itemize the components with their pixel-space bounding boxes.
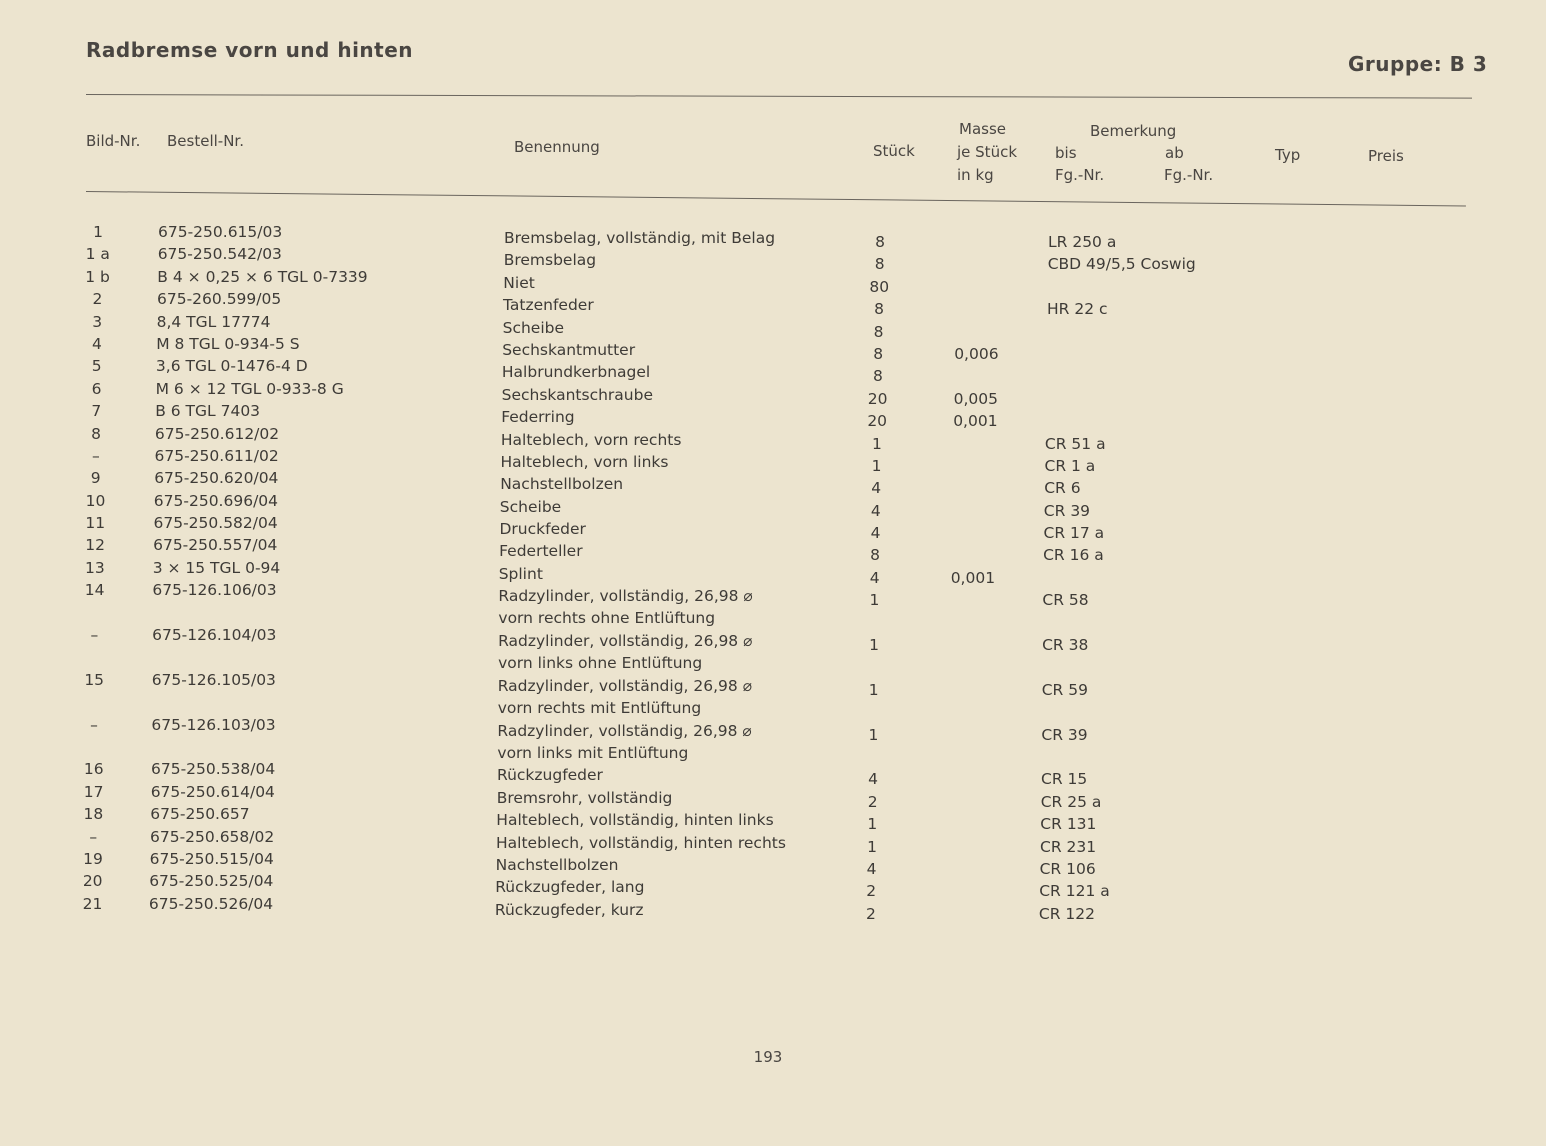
bestell-cell xyxy=(150,803,249,825)
bestell-cell-text: 675-250.611/02 xyxy=(154,446,279,465)
benennung-cell-text: Radzylinder, vollständig, 26,98 ⌀ xyxy=(498,632,753,651)
benennung-cell-line2: vorn links mit Entlüftung xyxy=(497,743,689,762)
stueck-cell-text: 1 xyxy=(867,815,878,834)
benennung-cell-text: Bremsrohr, vollständig xyxy=(496,788,673,807)
bestell-cell-text: M 8 TGL 0-934-5 S xyxy=(156,334,300,353)
benennung-cell-text: Druckfeder xyxy=(499,520,586,539)
bemerkung-bis-cell-text: CR 121 a xyxy=(1039,882,1110,901)
bemerkung-bis-cell-text: HR 22 c xyxy=(1047,300,1108,319)
table-row xyxy=(0,243,1546,274)
stueck-cell-text: 20 xyxy=(867,389,888,408)
bestell-cell-text: 675-250.582/04 xyxy=(153,514,278,533)
bestell-cell xyxy=(155,445,279,467)
bestell-cell-text: 675-250.612/02 xyxy=(154,424,280,443)
bemerkung-bis-cell xyxy=(1042,634,1088,656)
bild-cell-text: – xyxy=(89,827,98,846)
table-row xyxy=(0,557,1546,587)
bemerkung-bis-cell-text: CR 39 xyxy=(1043,501,1091,520)
bestell-cell xyxy=(149,893,273,915)
bestell-cell-text: 675-250.615/03 xyxy=(158,223,283,241)
bemerkung-bis-cell-text: CR 58 xyxy=(1042,591,1089,610)
table-row xyxy=(0,669,1546,717)
table-row xyxy=(0,893,1546,923)
bestell-cell-text: M 6 × 12 TGL 0-933-8 G xyxy=(155,379,344,398)
table-row xyxy=(0,378,1546,408)
benennung-cell-line2: vorn rechts mit Entlüftung xyxy=(497,698,702,717)
bild-cell xyxy=(77,288,117,310)
bestell-cell-text: 675-250.614/04 xyxy=(150,782,275,801)
bestell-cell-text: 675-250.526/04 xyxy=(148,894,274,913)
bemerkung-bis-cell-text: CR 17 a xyxy=(1043,524,1105,543)
bestell-cell-text: 675-126.106/03 xyxy=(152,581,277,600)
bild-cell-text: – xyxy=(90,715,98,734)
bild-cell-text: 9 xyxy=(90,469,101,488)
col-header-masse-2: je Stück xyxy=(957,143,1018,161)
bild-cell xyxy=(76,490,116,512)
table-row xyxy=(0,512,1546,543)
bestell-cell-text: 3,6 TGL 0-1476-4 D xyxy=(155,357,308,376)
bestell-cell xyxy=(154,467,278,489)
bestell-cell xyxy=(149,870,273,892)
bestell-cell-text: 675-126.105/03 xyxy=(151,670,276,689)
bild-cell xyxy=(74,758,114,780)
stueck-cell-text: 2 xyxy=(865,904,876,923)
table-row xyxy=(0,423,1546,453)
bild-cell xyxy=(73,803,113,825)
bild-cell-text: 14 xyxy=(84,581,105,600)
benennung-cell-line2: vorn rechts ohne Entlüftung xyxy=(498,609,716,628)
bestell-cell-text: 675-250.538/04 xyxy=(151,760,276,779)
bestell-cell-text: 675-250.620/04 xyxy=(154,469,279,488)
stueck-cell-text: 1 xyxy=(869,636,880,655)
bild-cell xyxy=(78,243,118,265)
bestell-cell-text: 675-250.525/04 xyxy=(149,872,274,891)
bild-cell-text: – xyxy=(90,626,99,645)
bestell-cell xyxy=(157,311,271,333)
benennung-cell-text: Radzylinder, vollständig, 26,98 ⌀ xyxy=(497,676,753,695)
stueck-cell-text: 2 xyxy=(866,882,877,901)
table-row xyxy=(0,624,1546,673)
bestell-cell-text: 8,4 TGL 17774 xyxy=(156,312,271,331)
bild-cell xyxy=(73,870,113,892)
stueck-cell-text: 2 xyxy=(867,792,878,811)
bild-cell xyxy=(78,221,118,243)
bestell-cell xyxy=(157,288,281,310)
stueck-cell-text: 1 xyxy=(868,725,879,744)
bild-cell-text: 6 xyxy=(91,379,102,398)
benennung-cell-text: Scheibe xyxy=(499,497,562,516)
bemerkung-bis-cell-text: CR 25 a xyxy=(1040,792,1102,811)
bestell-cell-text: B 4 × 0,25 × 6 TGL 0-7339 xyxy=(157,267,368,286)
bestell-cell xyxy=(150,848,274,870)
bild-cell xyxy=(76,400,116,422)
bild-cell-text: 18 xyxy=(83,805,104,824)
bestell-cell xyxy=(152,579,276,601)
bestell-cell xyxy=(152,669,276,691)
stueck-cell-text: 4 xyxy=(871,479,882,498)
benennung-cell-text: Halteblech, vollständig, hinten rechts xyxy=(496,833,786,852)
benennung-cell-text: Tatzenfeder xyxy=(503,296,594,315)
benennung-cell-text: Halteblech, vorn links xyxy=(500,452,669,471)
masse-cell-text: 0,001 xyxy=(950,568,996,587)
table-row xyxy=(0,803,1546,834)
col-header-typ: Typ xyxy=(1275,146,1301,164)
stueck-cell-text: 1 xyxy=(871,456,882,475)
benennung-cell-text: Nachstellbolzen xyxy=(495,856,619,874)
bild-cell xyxy=(77,311,117,333)
table-row xyxy=(0,534,1546,565)
benennung-cell-text: Bremsbelag, vollständig, mit Belag xyxy=(504,229,776,247)
stueck-cell-text: 20 xyxy=(867,412,888,431)
benennung-cell-text: Sechskantmutter xyxy=(502,340,636,359)
bild-cell xyxy=(74,624,114,646)
bemerkung-bis-cell xyxy=(1042,589,1088,611)
bestell-cell-text: 675-126.104/03 xyxy=(152,626,277,645)
stueck-cell-text: 4 xyxy=(868,770,878,789)
col-header-bis-fg: Fg.-Nr. xyxy=(1055,166,1105,184)
bemerkung-bis-cell xyxy=(1042,679,1088,701)
bild-cell-text: 7 xyxy=(91,402,102,421)
stueck-cell-text: 1 xyxy=(869,591,880,610)
table-row xyxy=(0,355,1546,386)
page-title: Radbremse vorn und hinten xyxy=(86,38,414,62)
bemerkung-bis-cell-text: CR 15 xyxy=(1041,770,1088,789)
parts-table xyxy=(0,221,1546,923)
bestell-cell-text: 675-260.599/05 xyxy=(157,290,282,309)
bestell-cell xyxy=(158,221,282,243)
bestell-cell xyxy=(153,557,281,579)
benennung-cell-text: Radzylinder, vollständig, 26,98 ⌀ xyxy=(497,721,752,740)
bild-cell-text: 21 xyxy=(82,894,103,913)
bemerkung-bis-cell xyxy=(1039,903,1095,925)
bild-cell xyxy=(73,826,113,848)
col-header-bild: Bild-Nr. xyxy=(86,132,141,150)
benennung-cell-text: Rückzugfeder, kurz xyxy=(494,900,644,919)
bild-cell xyxy=(76,445,116,467)
stueck-cell-text: 4 xyxy=(869,568,880,587)
table-row xyxy=(0,781,1546,811)
benennung-cell-text: Halteblech, vorn rechts xyxy=(500,430,682,449)
bestell-cell-text: 675-250.557/04 xyxy=(153,536,278,555)
bestell-cell-text: 675-250.696/04 xyxy=(153,491,279,510)
table-row xyxy=(0,445,1546,475)
stueck-cell-text: 1 xyxy=(871,434,882,453)
bild-cell xyxy=(77,333,117,355)
col-header-masse-3: in kg xyxy=(957,166,994,184)
benennung-cell-line2: vorn links ohne Entlüftung xyxy=(498,654,703,673)
bestell-cell xyxy=(154,490,278,512)
bild-cell-text: 20 xyxy=(82,872,103,891)
table-row xyxy=(0,288,1546,319)
table-row xyxy=(0,758,1546,789)
bemerkung-bis-cell-text: CR 39 xyxy=(1041,725,1088,744)
stueck-cell-text: 4 xyxy=(870,501,881,520)
table-row xyxy=(0,311,1546,341)
bild-cell xyxy=(78,266,118,288)
bestell-cell xyxy=(156,333,299,355)
benennung-cell-text: Scheibe xyxy=(502,318,565,337)
bild-cell-text: 11 xyxy=(85,514,106,533)
bild-cell-text: 10 xyxy=(85,491,106,510)
bestell-cell-text: 675-250.542/03 xyxy=(157,245,282,264)
col-header-ab: ab xyxy=(1165,144,1184,162)
bild-cell-text: 17 xyxy=(83,782,104,801)
bild-cell xyxy=(74,714,114,736)
bild-cell-text: – xyxy=(92,446,100,465)
bestell-cell-text: 675-126.103/03 xyxy=(151,715,276,734)
bild-cell xyxy=(73,893,113,915)
group-label: Gruppe: B 3 xyxy=(1348,52,1488,76)
bemerkung-bis-cell-text: CR 6 xyxy=(1044,479,1081,498)
bild-cell xyxy=(76,423,116,445)
bestell-cell xyxy=(156,355,308,377)
benennung-cell xyxy=(498,675,752,719)
bild-cell-text: 1 a xyxy=(85,245,110,264)
bemerkung-bis-cell-text: CR 59 xyxy=(1041,680,1088,699)
col-header-bis: bis xyxy=(1055,144,1077,162)
stueck-cell xyxy=(844,589,904,611)
bestell-cell xyxy=(151,758,275,780)
stueck-cell-text: 8 xyxy=(872,367,883,386)
bild-cell-text: 1 xyxy=(93,223,103,241)
benennung-cell-text: Niet xyxy=(503,273,535,292)
stueck-cell-text: 8 xyxy=(874,255,885,274)
benennung-cell-text: Nachstellbolzen xyxy=(500,475,624,494)
stueck-cell-text: 8 xyxy=(875,233,885,251)
bestell-cell-text: 675-250.657 xyxy=(150,805,250,824)
bestell-cell xyxy=(158,243,282,265)
table-row xyxy=(0,221,1546,251)
bemerkung-bis-cell-text: CR 51 a xyxy=(1044,434,1106,453)
stueck-cell xyxy=(844,679,904,701)
benennung-cell xyxy=(498,585,752,629)
bestell-cell-text: 3 × 15 TGL 0-94 xyxy=(152,558,281,577)
col-header-ab-fg: Fg.-Nr. xyxy=(1164,166,1214,184)
bemerkung-bis-cell-text: CR 106 xyxy=(1039,860,1096,878)
bild-cell xyxy=(74,781,114,803)
bemerkung-bis-cell-text: CR 16 a xyxy=(1043,546,1104,565)
benennung-cell-text: Sechskantschraube xyxy=(501,385,653,404)
page-number: 193 xyxy=(753,1048,783,1066)
stueck-cell-text: 8 xyxy=(873,344,884,363)
table-row xyxy=(0,848,1546,878)
bild-cell xyxy=(75,557,115,579)
bemerkung-bis-cell xyxy=(1041,724,1087,746)
benennung-cell xyxy=(497,720,751,764)
stueck-cell xyxy=(844,634,904,656)
table-row xyxy=(0,714,1546,762)
stueck-cell-text: 4 xyxy=(870,524,881,543)
bestell-cell xyxy=(155,423,279,445)
col-header-benennung: Benennung xyxy=(514,138,600,156)
masse-cell-text: 0,006 xyxy=(954,344,999,363)
bestell-cell xyxy=(154,512,278,534)
table-row xyxy=(0,467,1546,498)
benennung-cell-text: Rückzugfeder, lang xyxy=(495,878,645,897)
benennung-cell-text: Splint xyxy=(498,564,543,583)
stueck-cell-text: 1 xyxy=(867,837,877,856)
col-header-stueck: Stück xyxy=(873,142,915,160)
bestell-cell xyxy=(155,400,260,422)
table-row xyxy=(0,826,1546,856)
bild-cell-text: 5 xyxy=(91,357,102,376)
bild-cell xyxy=(75,579,115,601)
bild-cell xyxy=(77,355,117,377)
benennung-cell-text: Halbrundkerbnagel xyxy=(501,363,651,382)
bild-cell-text: 13 xyxy=(85,558,105,577)
bemerkung-bis-cell-text: CR 122 xyxy=(1038,904,1096,923)
bild-cell-text: 2 xyxy=(92,290,103,309)
bestell-cell xyxy=(151,714,275,736)
masse-cell-text: 0,005 xyxy=(953,389,998,408)
bestell-cell xyxy=(151,781,275,803)
col-header-preis: Preis xyxy=(1368,147,1404,165)
stueck-cell xyxy=(841,903,901,925)
bestell-cell-text: 675-250.658/02 xyxy=(150,827,275,846)
bestell-cell xyxy=(153,534,277,556)
benennung-cell xyxy=(498,630,752,674)
bild-cell-text: 8 xyxy=(91,424,102,443)
bestell-cell-text: 675-250.515/04 xyxy=(149,850,274,868)
table-row xyxy=(0,266,1546,296)
benennung-cell-text: Rückzugfeder xyxy=(497,766,603,785)
bild-cell-text: 19 xyxy=(83,850,103,868)
table-row xyxy=(0,400,1546,431)
col-header-bestell: Bestell-Nr. xyxy=(167,132,244,150)
table-row xyxy=(0,870,1546,901)
bild-cell xyxy=(77,378,117,400)
header-top-rule xyxy=(86,94,1472,99)
bild-cell xyxy=(75,534,115,556)
stueck-cell-text: 8 xyxy=(870,546,881,565)
bild-cell xyxy=(75,512,115,534)
col-header-bemerkung: Bemerkung xyxy=(1090,122,1177,140)
bild-cell-text: 16 xyxy=(83,760,104,779)
benennung-cell-text: Federring xyxy=(501,408,575,427)
bild-cell-text: 1 b xyxy=(85,267,110,286)
bestell-cell xyxy=(156,378,344,400)
bemerkung-bis-cell-text: CR 1 a xyxy=(1044,456,1096,475)
benennung-cell-text: Bremsbelag xyxy=(503,251,597,270)
benennung-cell xyxy=(495,899,644,921)
stueck-cell-text: 8 xyxy=(874,300,884,319)
table-row xyxy=(0,490,1546,520)
stueck-cell xyxy=(843,724,903,746)
bestell-cell xyxy=(150,826,274,848)
bild-cell xyxy=(76,467,116,489)
table-row xyxy=(0,579,1546,628)
bild-cell-text: 15 xyxy=(84,670,105,689)
stueck-cell-text: 80 xyxy=(869,277,890,296)
bild-cell-text: 4 xyxy=(91,334,102,353)
bemerkung-bis-cell-text: CR 131 xyxy=(1040,815,1097,834)
benennung-cell-text: Federteller xyxy=(499,542,583,561)
bemerkung-bis-cell-text: CBD 49/5,5 Coswig xyxy=(1047,255,1196,274)
header-bottom-rule xyxy=(86,191,1466,206)
bild-cell xyxy=(73,848,113,870)
table-row xyxy=(0,333,1546,363)
bestell-cell xyxy=(157,266,367,288)
stueck-cell-text: 8 xyxy=(873,322,884,341)
bemerkung-bis-cell-text: CR 231 xyxy=(1040,837,1097,856)
bild-cell-text: 12 xyxy=(85,536,105,555)
stueck-cell-text: 1 xyxy=(868,680,879,699)
bild-cell-text: 3 xyxy=(92,312,103,331)
bild-cell xyxy=(74,669,114,691)
benennung-cell-text: Radzylinder, vollständig, 26,98 ⌀ xyxy=(498,587,753,606)
col-header-masse-1: Masse xyxy=(959,120,1006,138)
benennung-cell-text: Halteblech, vollständig, hinten links xyxy=(496,811,774,830)
bestell-cell-text: B 6 TGL 7403 xyxy=(155,402,261,421)
bestell-cell xyxy=(152,624,276,646)
stueck-cell-text: 4 xyxy=(866,860,877,878)
bemerkung-bis-cell-text: CR 38 xyxy=(1042,636,1089,655)
masse-cell-text: 0,001 xyxy=(953,412,998,431)
bemerkung-bis-cell-text: LR 250 a xyxy=(1048,233,1117,251)
